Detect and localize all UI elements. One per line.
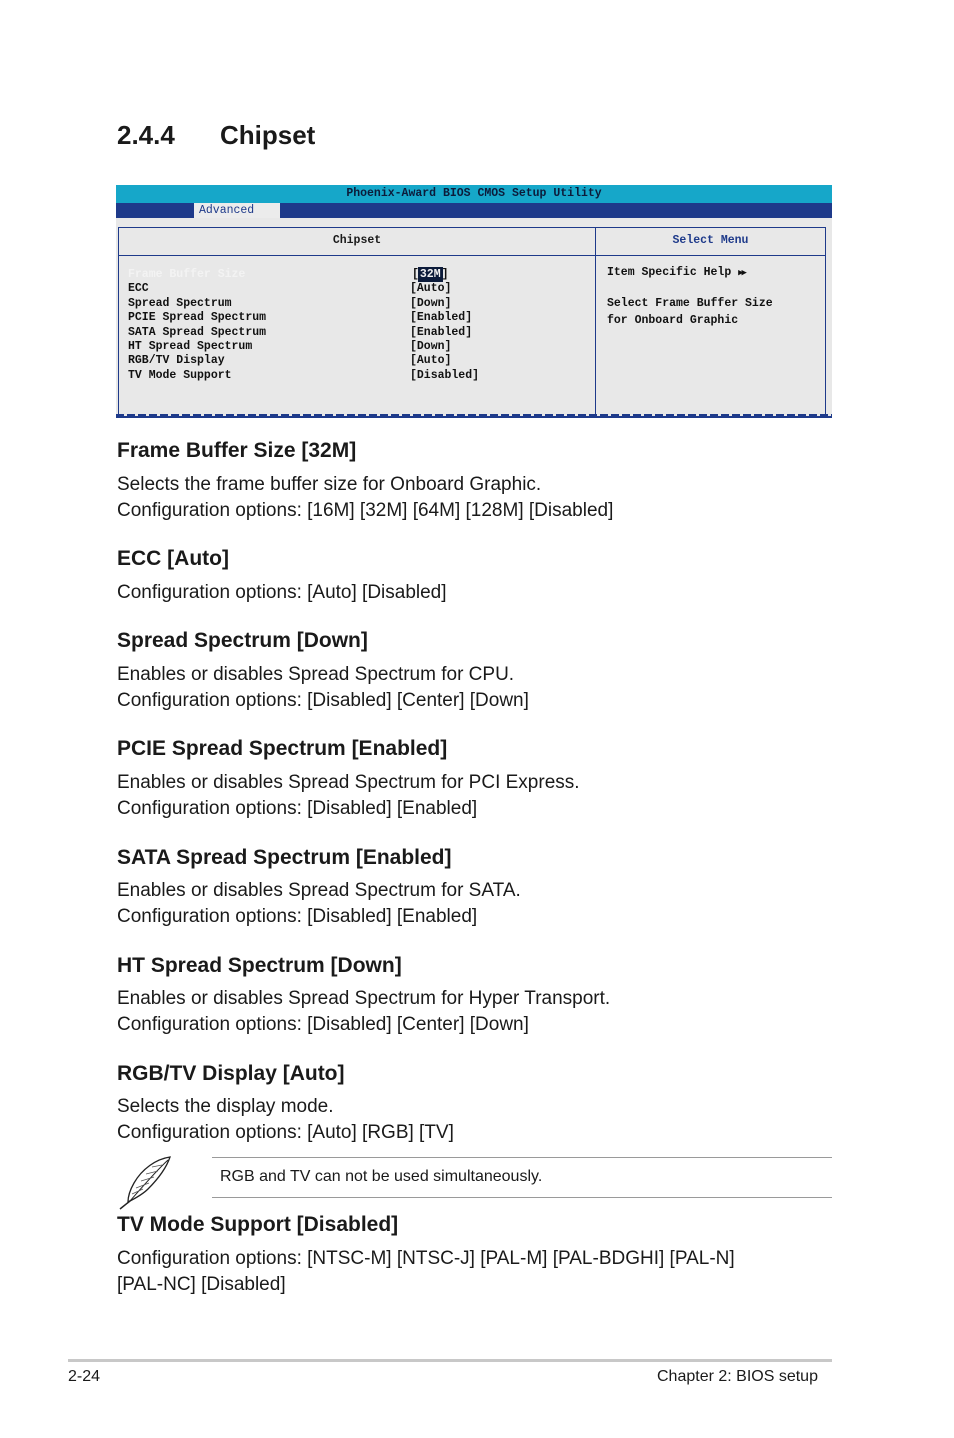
description-line: Configuration options: [Auto] [Disabled]: [117, 582, 447, 603]
bios-item-sata-spread-spectrum[interactable]: [128, 326, 588, 340]
note-top-rule: [212, 1157, 832, 1158]
bios-item-label: HT Spread Spectrum: [128, 340, 253, 353]
description-line: Configuration options: [Disabled] [Center] [Down]: [117, 1014, 529, 1035]
note-text: RGB and TV can not be used simultaneously.: [220, 1168, 543, 1185]
bios-help-line: for Onboard Graphic: [607, 314, 739, 327]
chapter-label: Chapter 2: BIOS setup: [657, 1368, 818, 1385]
heading-tv-mode-support: TV Mode Support [Disabled]: [117, 1213, 399, 1236]
bios-settings-header: Chipset: [119, 228, 595, 256]
section-number: 2.4.4: [117, 120, 175, 150]
bios-item-ht-spread-spectrum[interactable]: [128, 340, 588, 354]
bios-item-label: ECC: [128, 282, 149, 295]
description-line: Configuration options: [Disabled] [Enabled]: [117, 798, 478, 819]
bios-item-value: [32M]: [412, 268, 449, 281]
bios-item-label: Frame Buffer Size: [128, 268, 246, 281]
heading-spread-spectrum: Spread Spectrum [Down]: [117, 629, 368, 652]
description-line: [PAL-NC] [Disabled]: [117, 1274, 286, 1295]
bios-item-label: PCIE Spread Spectrum: [128, 311, 267, 324]
bios-item-value: [Enabled]: [410, 311, 473, 324]
note-bottom-rule: [212, 1197, 832, 1198]
heading-pcie-spread-spectrum: PCIE Spread Spectrum [Enabled]: [117, 737, 448, 760]
description-line: Configuration options: [16M] [32M] [64M] [128M] [Disabled]: [117, 500, 614, 521]
description-line: Enables or disables Spread Spectrum for PCI Express.: [117, 772, 580, 793]
bios-item-value: [Auto]: [410, 354, 452, 367]
bios-item-tv-mode-support[interactable]: [128, 369, 588, 383]
bios-help-header: Select Menu: [596, 228, 825, 256]
description-line: Selects the frame buffer size for Onboard Graphic.: [117, 474, 542, 495]
bios-item-spread-spectrum[interactable]: [128, 297, 588, 311]
description-line: Enables or disables Spread Spectrum for SATA.: [117, 880, 521, 901]
bios-item-value: [Disabled]: [410, 368, 480, 382]
page-number: 2-24: [68, 1368, 101, 1385]
description-line: Configuration options: [Disabled] [Enabled]: [117, 906, 478, 927]
heading-sata-spread-spectrum: SATA Spread Spectrum [Enabled]: [117, 846, 452, 869]
description-line: Configuration options: [NTSC-M] [NTSC-J] [PAL-M] [PAL-BDGHI] [PAL-N]: [117, 1248, 735, 1269]
description-line: Selects the display mode.: [117, 1096, 334, 1117]
bios-bottom-dots: [116, 414, 832, 416]
bios-item-label: SATA Spread Spectrum: [128, 325, 267, 339]
bios-item-value: [Enabled]: [410, 325, 473, 339]
bios-item-value: [Down]: [410, 296, 452, 310]
bios-item-value-highlight: 32M: [419, 268, 441, 281]
bios-item-rgb-tv-display[interactable]: [128, 354, 588, 368]
bios-item-label: Spread Spectrum: [128, 296, 232, 310]
bios-help-title: Item Specific Help ▶▶: [607, 266, 745, 279]
section-title: [117, 120, 315, 151]
footer-rule: [68, 1359, 832, 1362]
bios-help-line: Select Frame Buffer Size: [607, 297, 773, 310]
description-line: Configuration options: [Disabled] [Center] [Down]: [117, 690, 529, 711]
feather-quill-icon: [116, 1155, 174, 1211]
double-arrow-right-icon: ▶▶: [738, 268, 745, 278]
bios-item-value: [Auto]: [410, 282, 452, 295]
section-name: Chipset: [220, 120, 316, 150]
description-line: Configuration options: [Auto] [RGB] [TV]: [117, 1122, 454, 1143]
heading-frame-buffer-size: Frame Buffer Size [32M]: [117, 439, 357, 462]
bios-title-bar: Phoenix-Award BIOS CMOS Setup Utility: [116, 185, 832, 203]
bios-menu-tab-advanced[interactable]: Advanced: [194, 203, 280, 218]
description-line: Enables or disables Spread Spectrum for Hyper Transport.: [117, 988, 611, 1009]
bios-menu-bar: [116, 203, 832, 218]
bios-item-ecc[interactable]: [128, 282, 588, 296]
bios-item-frame-buffer-size[interactable]: [128, 268, 588, 282]
heading-rgb-tv-display: RGB/TV Display [Auto]: [117, 1062, 345, 1085]
bios-screenshot: [116, 185, 832, 418]
description-line: Enables or disables Spread Spectrum for CPU.: [117, 664, 515, 685]
bios-item-label: TV Mode Support: [128, 368, 232, 382]
heading-ecc: ECC [Auto]: [117, 547, 229, 570]
heading-ht-spread-spectrum: HT Spread Spectrum [Down]: [117, 954, 402, 977]
bios-item-pcie-spread-spectrum[interactable]: [128, 311, 588, 325]
bios-item-label: RGB/TV Display: [128, 354, 225, 367]
bios-item-value: [Down]: [410, 340, 452, 353]
